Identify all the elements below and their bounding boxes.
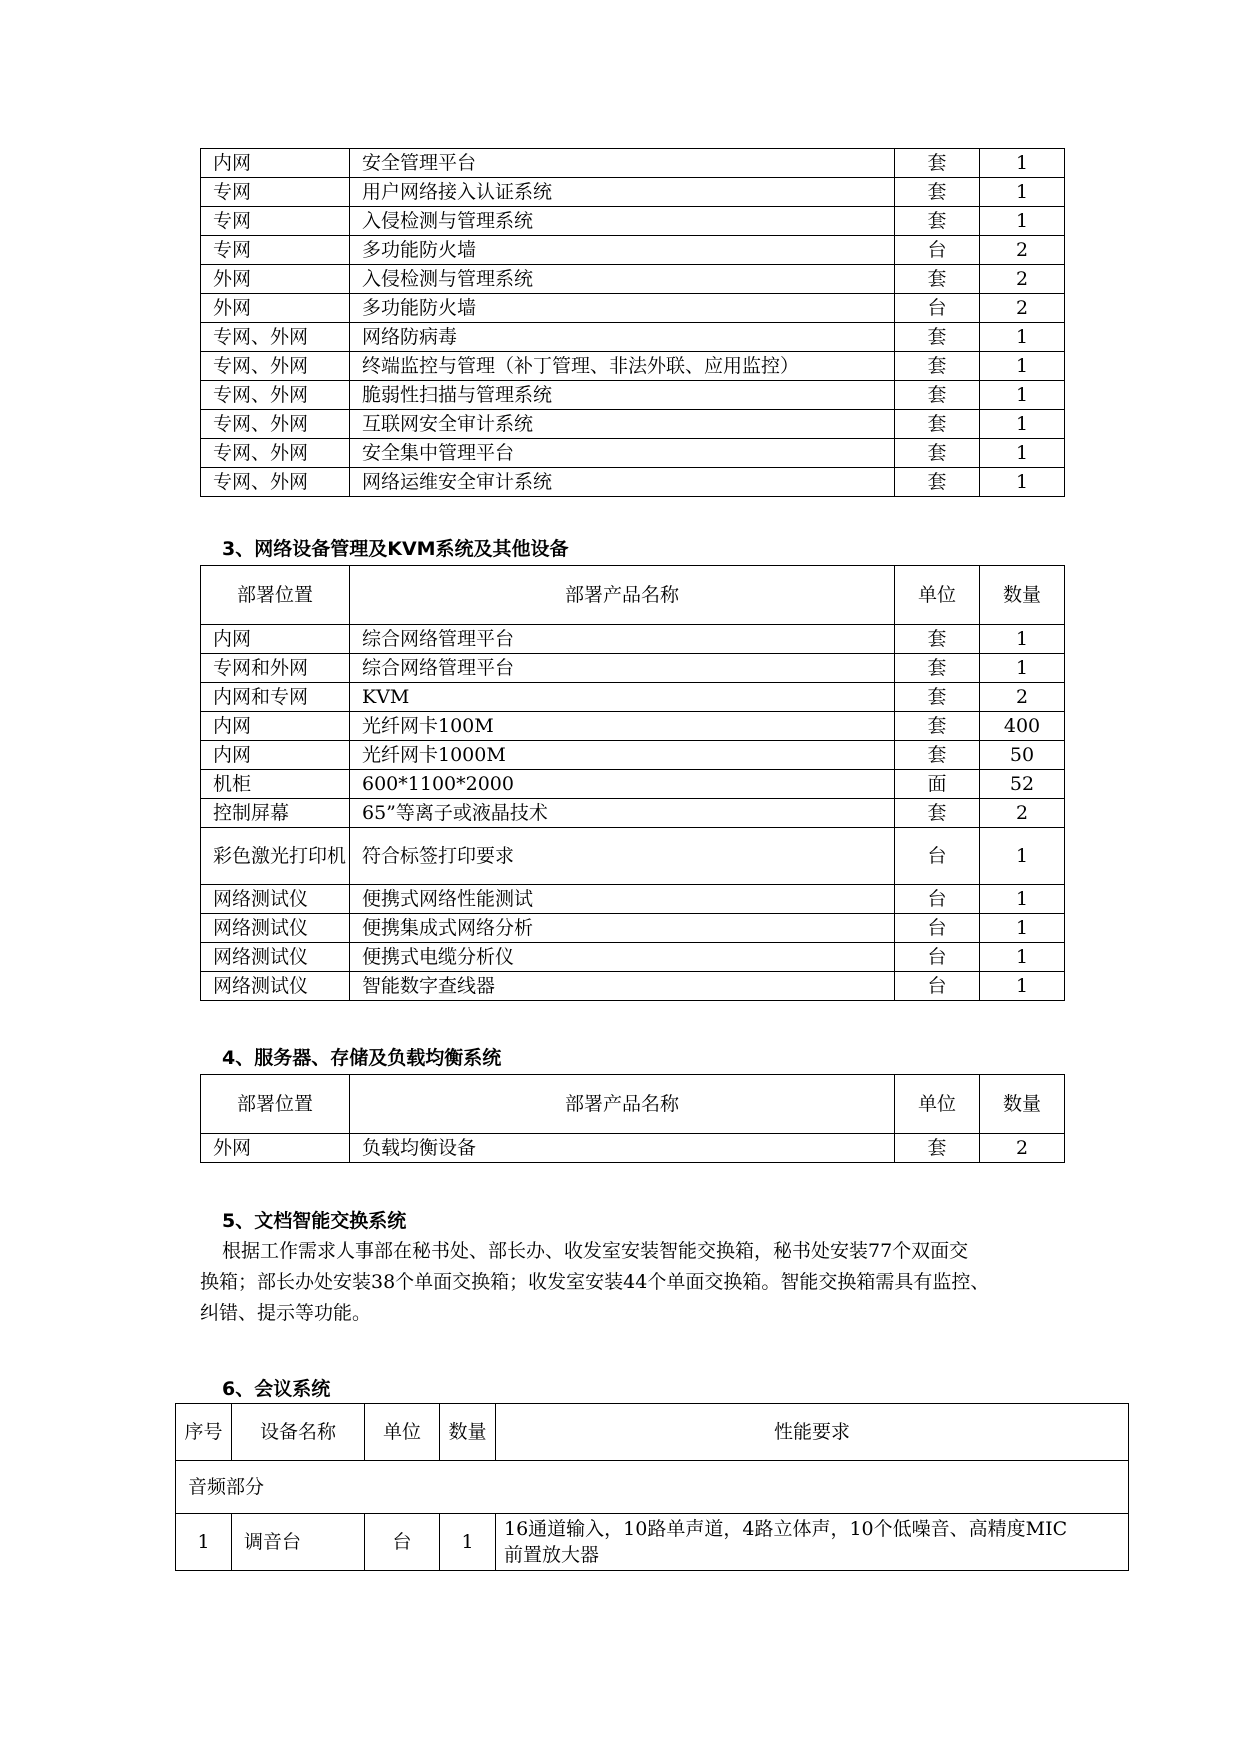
cell-product: 入侵检测与管理系统	[350, 265, 895, 294]
cell-unit: 台	[895, 972, 980, 1001]
table-row	[201, 149, 1065, 178]
cell-location: 网络测试仪	[201, 885, 350, 914]
cell-location: 内网	[201, 712, 350, 741]
table-row	[201, 770, 1065, 799]
cell-quantity: 1	[980, 468, 1065, 497]
header-quantity: 数量	[980, 1075, 1065, 1134]
meeting-system-table	[175, 1403, 1129, 1571]
table-row	[201, 265, 1065, 294]
table-row	[201, 207, 1065, 236]
cell-location: 专网、外网	[201, 410, 350, 439]
cell-product: 便携式网络性能测试	[350, 885, 895, 914]
cell-location: 专网	[201, 207, 350, 236]
header-unit: 单位	[365, 1404, 440, 1461]
table-row	[201, 381, 1065, 410]
cell-unit: 套	[895, 625, 980, 654]
paragraph-line: 纠错、提示等功能。	[200, 1302, 372, 1324]
cell-product: 综合网络管理平台	[350, 654, 895, 683]
cell-unit: 套	[895, 712, 980, 741]
cell-quantity: 1	[980, 828, 1065, 885]
header-location: 部署位置	[201, 1075, 350, 1134]
header-location: 部署位置	[201, 566, 350, 625]
cell-location: 网络测试仪	[201, 972, 350, 1001]
header-quantity: 数量	[980, 566, 1065, 625]
cell-unit: 套	[895, 149, 980, 178]
cell-product: 65”等离子或液晶技术	[350, 799, 895, 828]
table-row	[201, 885, 1065, 914]
cell-location: 内网	[201, 149, 350, 178]
cell-quantity: 1	[980, 410, 1065, 439]
table-row	[201, 741, 1065, 770]
row-device-name: 调音台	[232, 1514, 365, 1571]
cell-location: 专网、外网	[201, 468, 350, 497]
server-devices-table	[200, 1074, 1065, 1163]
cell-product: 入侵检测与管理系统	[350, 207, 895, 236]
section-3-title: 3、网络设备管理及KVM系统及其他设备	[222, 538, 569, 560]
header-product: 部署产品名称	[350, 566, 895, 625]
row-serial: 1	[176, 1514, 232, 1571]
cell-quantity: 1	[980, 654, 1065, 683]
cell-quantity: 1	[980, 625, 1065, 654]
cell-unit: 台	[895, 943, 980, 972]
section-6-title: 6、会议系统	[222, 1378, 331, 1400]
cell-location: 外网	[201, 1134, 350, 1163]
header-spec: 性能要求	[496, 1404, 1129, 1461]
cell-location: 彩色激光打印机	[201, 828, 350, 885]
cell-location: 外网	[201, 294, 350, 323]
cell-quantity: 1	[980, 149, 1065, 178]
cell-product: 综合网络管理平台	[350, 625, 895, 654]
cell-location: 内网	[201, 625, 350, 654]
cell-location: 专网、外网	[201, 323, 350, 352]
cell-unit: 台	[895, 914, 980, 943]
cell-location: 内网和专网	[201, 683, 350, 712]
cell-product: 多功能防火墙	[350, 236, 895, 265]
cell-unit: 套	[895, 207, 980, 236]
cell-quantity: 2	[980, 265, 1065, 294]
cell-product: 互联网安全审计系统	[350, 410, 895, 439]
cell-product: 光纤网卡1000M	[350, 741, 895, 770]
cell-quantity: 1	[980, 439, 1065, 468]
cell-quantity: 2	[980, 799, 1065, 828]
table-row	[201, 683, 1065, 712]
cell-location: 外网	[201, 265, 350, 294]
cell-product: 符合标签打印要求	[350, 828, 895, 885]
header-unit: 单位	[895, 1075, 980, 1134]
cell-quantity: 2	[980, 236, 1065, 265]
cell-product: 智能数字查线器	[350, 972, 895, 1001]
cell-product: 网络运维安全审计系统	[350, 468, 895, 497]
cell-product: 负载均衡设备	[350, 1134, 895, 1163]
cell-unit: 套	[895, 178, 980, 207]
cell-quantity: 400	[980, 712, 1065, 741]
table-row	[201, 1134, 1065, 1163]
cell-unit: 套	[895, 323, 980, 352]
section-5-paragraph	[200, 1236, 1080, 1329]
cell-quantity: 1	[980, 972, 1065, 1001]
cell-unit: 台	[895, 885, 980, 914]
cell-unit: 套	[895, 799, 980, 828]
cell-product: 脆弱性扫描与管理系统	[350, 381, 895, 410]
cell-unit: 套	[895, 265, 980, 294]
cell-location: 专网	[201, 236, 350, 265]
cell-unit: 套	[895, 654, 980, 683]
cell-unit: 套	[895, 352, 980, 381]
cell-location: 内网	[201, 741, 350, 770]
paragraph-line: 换箱；部长办处安装38个单面交换箱；收发室安装44个单面交换箱。智能交换箱需具有监控、	[200, 1271, 990, 1293]
cell-product: 光纤网卡100M	[350, 712, 895, 741]
table-row	[201, 323, 1065, 352]
cell-unit: 台	[895, 236, 980, 265]
cell-product: 网络防病毒	[350, 323, 895, 352]
table-row	[201, 654, 1065, 683]
cell-quantity: 2	[980, 1134, 1065, 1163]
cell-quantity: 2	[980, 294, 1065, 323]
cell-unit: 套	[895, 381, 980, 410]
table-row	[201, 799, 1065, 828]
header-device-name: 设备名称	[232, 1404, 365, 1461]
table-row	[201, 943, 1065, 972]
cell-product: 安全集中管理平台	[350, 439, 895, 468]
table-row	[201, 914, 1065, 943]
table-row	[201, 972, 1065, 1001]
table-row	[201, 410, 1065, 439]
header-unit: 单位	[895, 566, 980, 625]
cell-product: 600*1100*2000	[350, 770, 895, 799]
cell-location: 专网和外网	[201, 654, 350, 683]
cell-product: 终端监控与管理（补丁管理、非法外联、应用监控）	[350, 352, 895, 381]
cell-quantity: 1	[980, 207, 1065, 236]
cell-location: 网络测试仪	[201, 914, 350, 943]
cell-product: 用户网络接入认证系统	[350, 178, 895, 207]
header-quantity: 数量	[440, 1404, 496, 1461]
cell-unit: 套	[895, 683, 980, 712]
cell-product: 便携集成式网络分析	[350, 914, 895, 943]
cell-quantity: 1	[980, 914, 1065, 943]
cell-quantity: 1	[980, 323, 1065, 352]
cell-quantity: 52	[980, 770, 1065, 799]
cell-unit: 套	[895, 1134, 980, 1163]
table-row	[201, 178, 1065, 207]
section-5-title: 5、文档智能交换系统	[222, 1210, 407, 1232]
table-row	[201, 712, 1065, 741]
cell-location: 专网、外网	[201, 352, 350, 381]
cell-location: 专网、外网	[201, 439, 350, 468]
cell-unit: 套	[895, 741, 980, 770]
cell-unit: 套	[895, 468, 980, 497]
header-product: 部署产品名称	[350, 1075, 895, 1134]
row-unit: 台	[365, 1514, 440, 1571]
cell-product: 多功能防火墙	[350, 294, 895, 323]
cell-location: 专网、外网	[201, 381, 350, 410]
cell-unit: 套	[895, 410, 980, 439]
cell-unit: 台	[895, 828, 980, 885]
group-label-audio: 音频部分	[176, 1461, 1129, 1514]
cell-quantity: 50	[980, 741, 1065, 770]
cell-quantity: 1	[980, 943, 1065, 972]
cell-location: 控制屏幕	[201, 799, 350, 828]
row-quantity: 1	[440, 1514, 496, 1571]
table-row	[201, 828, 1065, 885]
section-4-title: 4、服务器、存储及负载均衡系统	[222, 1047, 502, 1069]
table-row	[201, 439, 1065, 468]
row-spec: 16通道输入，10路单声道，4路立体声，10个低噪音、高精度MIC 前置放大器	[496, 1514, 1129, 1571]
cell-quantity: 2	[980, 683, 1065, 712]
table-row	[201, 294, 1065, 323]
cell-location: 网络测试仪	[201, 943, 350, 972]
cell-unit: 套	[895, 439, 980, 468]
cell-quantity: 1	[980, 885, 1065, 914]
table-row	[201, 352, 1065, 381]
table-row	[201, 236, 1065, 265]
paragraph-line: 根据工作需求人事部在秘书处、部长办、收发室安装智能交换箱，秘书处安装77个双面交	[222, 1240, 969, 1262]
cell-quantity: 1	[980, 178, 1065, 207]
cell-unit: 台	[895, 294, 980, 323]
cell-quantity: 1	[980, 352, 1065, 381]
header-serial: 序号	[176, 1404, 232, 1461]
cell-location: 专网	[201, 178, 350, 207]
cell-product: 便携式电缆分析仪	[350, 943, 895, 972]
network-devices-table	[200, 565, 1065, 1001]
cell-location: 机柜	[201, 770, 350, 799]
table-row	[201, 468, 1065, 497]
table-row	[201, 625, 1065, 654]
cell-unit: 面	[895, 770, 980, 799]
security-devices-table	[200, 148, 1065, 497]
cell-quantity: 1	[980, 381, 1065, 410]
cell-product: KVM	[350, 683, 895, 712]
cell-product: 安全管理平台	[350, 149, 895, 178]
